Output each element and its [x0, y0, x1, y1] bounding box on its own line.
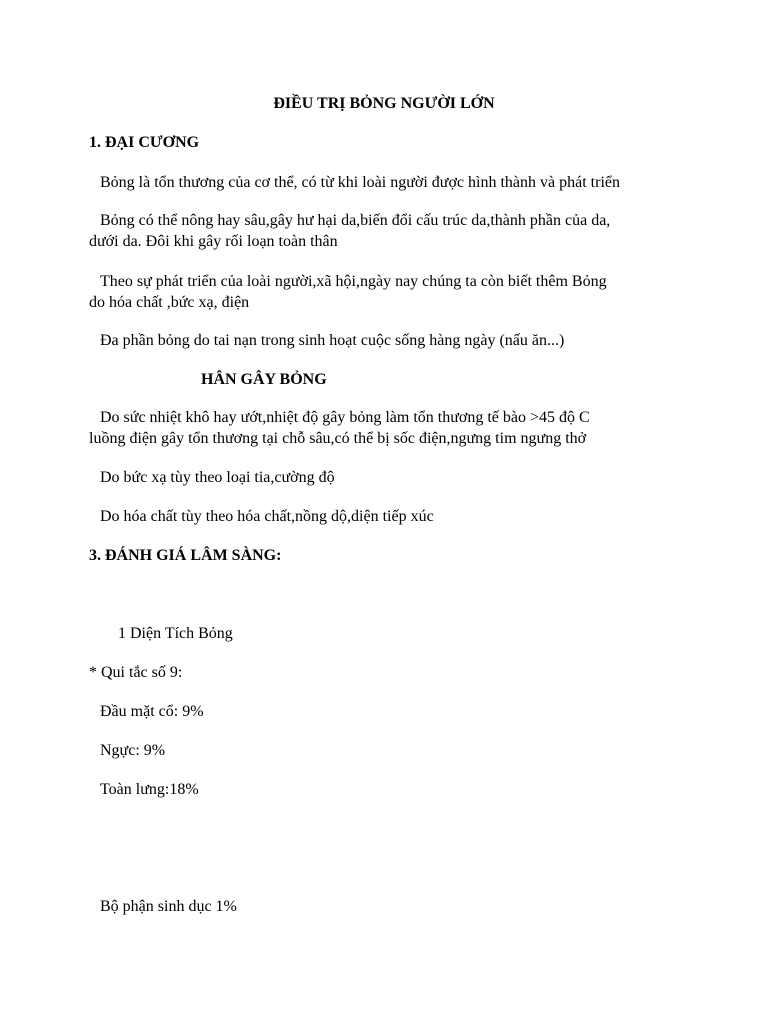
- paragraph-line: Đa phần bỏng do tai nạn trong sinh hoạt cuộc sống hàng ngày (nấu ăn...): [100, 332, 565, 349]
- section1-paragraph-3: [89, 273, 689, 312]
- section1-paragraph-1: [89, 174, 689, 192]
- paragraph-line: dưới da. Đôi khi gây rối loạn toàn thân: [89, 233, 338, 250]
- section2-paragraph-3: [89, 508, 689, 526]
- list-item: Toàn lưng:18%: [100, 781, 199, 798]
- section3-heading: 3. ĐÁNH GIÁ LÂM SÀNG:: [89, 547, 282, 564]
- section3-subheading: 1 Diện Tích Bỏng: [118, 625, 233, 642]
- paragraph-line: Theo sự phát triển của loài người,xã hội,ngày nay chúng ta còn biết thêm Bỏng: [100, 273, 607, 290]
- section1-paragraph-4: [89, 332, 689, 350]
- paragraph-line: Bỏng là tổn thương của cơ thể, có từ khi loài người được hình thành và phát triển: [100, 174, 620, 191]
- paragraph-line: Do sức nhiệt khô hay ướt,nhiệt độ gây bỏng làm tổn thương tế bào >45 độ C: [100, 409, 590, 426]
- list-item: Bộ phận sinh dục 1%: [100, 898, 237, 915]
- document-title: ĐIỀU TRỊ BỎNG NGƯỜI LỚN: [273, 95, 495, 112]
- paragraph-line: Bỏng có thể nông hay sâu,gây hư hại da,biến đổi cấu trúc da,thành phần của da,: [100, 212, 611, 229]
- section2-paragraph-1: [89, 409, 689, 448]
- section2-paragraph-2: [89, 469, 689, 487]
- rule-of-nine-label: * Qui tắc số 9:: [89, 664, 183, 681]
- paragraph-line: do hóa chất ,bức xạ, điện: [89, 294, 250, 311]
- section1-heading: 1. ĐẠI CƯƠNG: [89, 134, 200, 151]
- paragraph-line: Do hóa chất tùy theo hóa chất,nồng dộ,diện tiếp xúc: [100, 508, 434, 525]
- section1-paragraph-2: [89, 212, 689, 251]
- section2-heading: HÂN GÂY BỎNG: [201, 371, 327, 388]
- paragraph-line: Do bức xạ tùy theo loại tia,cường độ: [100, 469, 335, 486]
- list-item: Ngực: 9%: [100, 742, 166, 759]
- paragraph-line: luồng điện gây tổn thương tại chỗ sâu,có thể bị sốc điện,ngưng tim ngưng thở: [89, 430, 587, 447]
- list-item: Đầu mặt cổ: 9%: [100, 703, 204, 720]
